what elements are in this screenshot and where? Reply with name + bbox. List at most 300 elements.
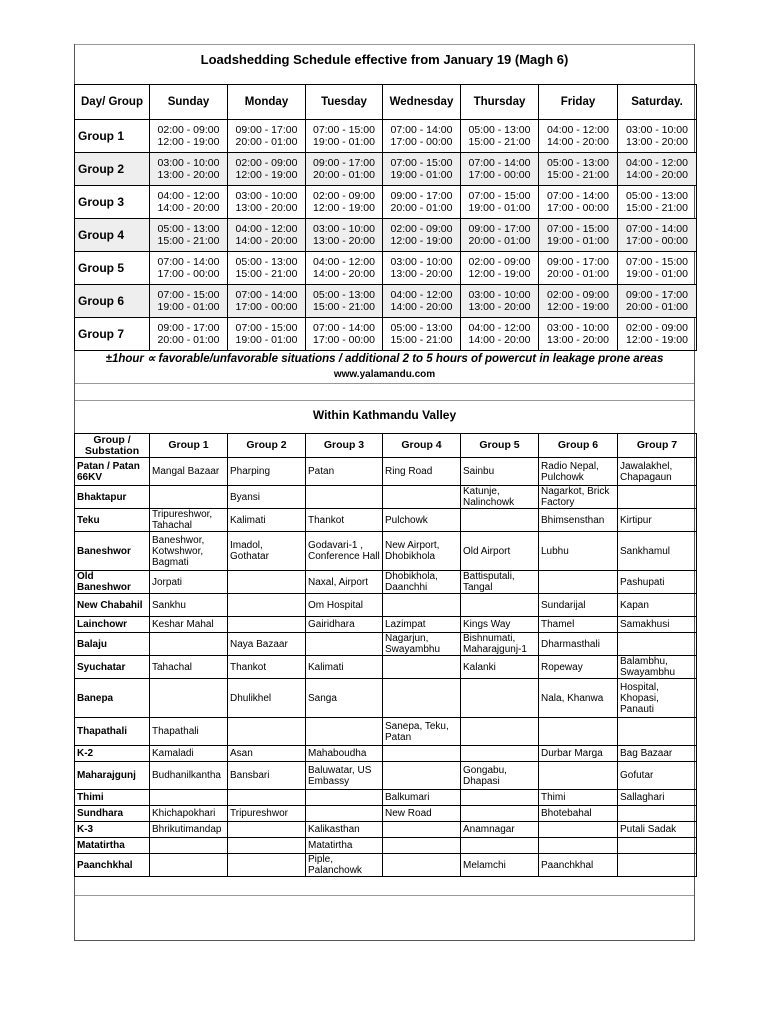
time-range: 04:00 - 12:00 (468, 322, 531, 334)
area-cell (461, 838, 539, 854)
time-range: 13:00 - 20:00 (157, 169, 220, 181)
group-header: Group 2 (228, 434, 306, 458)
area-cell: Kamaladi (150, 746, 228, 762)
area-cell: Nagarkot, Brick Factory (539, 486, 618, 509)
time-range: 19:00 - 01:00 (390, 169, 453, 181)
area-cell: Mangal Bazaar (150, 458, 228, 486)
substation-label: New Chabahil (75, 594, 150, 617)
area-cell: Sanga (306, 679, 383, 718)
area-cell (539, 838, 618, 854)
area-cell: Sallaghari (618, 790, 697, 806)
group-header: Group 3 (306, 434, 383, 458)
time-slot-cell (228, 285, 306, 318)
time-slot-cell (228, 120, 306, 153)
time-range: 20:00 - 01:00 (626, 301, 688, 313)
area-cell: Thankot (228, 656, 306, 679)
area-cell (539, 718, 618, 746)
area-cell: Pharping (228, 458, 306, 486)
time-range: 05:00 - 13:00 (390, 322, 453, 334)
substation-row (75, 679, 697, 718)
schedule-sheet (74, 44, 695, 941)
area-cell (383, 486, 461, 509)
time-range: 04:00 - 12:00 (235, 223, 298, 235)
time-range: 12:00 - 19:00 (468, 268, 531, 280)
time-slot-cell (461, 153, 539, 186)
schedule-header-row (75, 85, 697, 120)
group-label: Group 1 (75, 120, 150, 153)
area-cell: Gairidhara (306, 617, 383, 633)
area-cell: Thimi (539, 790, 618, 806)
time-range: 20:00 - 01:00 (390, 202, 453, 214)
time-slot-cell (228, 186, 306, 219)
time-range: 07:00 - 14:00 (626, 223, 688, 235)
time-slot-cell (150, 153, 228, 186)
area-cell: Asan (228, 746, 306, 762)
area-cell: Godavari-1 , Conference Hall (306, 532, 383, 571)
area-cell: Pashupati (618, 571, 697, 594)
time-range: 07:00 - 15:00 (390, 157, 453, 169)
area-cell: Khichapokhari (150, 806, 228, 822)
substation-label: Old Baneshwor (75, 571, 150, 594)
area-cell: Kalikasthan (306, 822, 383, 838)
group-header: Group 7 (618, 434, 697, 458)
time-slot-cell (618, 252, 697, 285)
time-slot-cell (150, 186, 228, 219)
time-range: 17:00 - 00:00 (235, 301, 298, 313)
area-cell (306, 486, 383, 509)
area-cell: Nagarjun, Swayambhu (383, 633, 461, 656)
time-range: 02:00 - 09:00 (157, 124, 220, 136)
loadshedding-table (74, 84, 697, 351)
substation-row (75, 571, 697, 594)
time-slot-cell (306, 252, 383, 285)
time-range: 14:00 - 20:00 (468, 334, 531, 346)
time-slot-cell (150, 318, 228, 351)
time-range: 07:00 - 14:00 (157, 256, 220, 268)
time-range: 19:00 - 01:00 (157, 301, 220, 313)
time-range: 15:00 - 21:00 (390, 334, 453, 346)
area-cell (618, 806, 697, 822)
area-cell: Kalimati (306, 656, 383, 679)
time-range: 07:00 - 14:00 (468, 157, 531, 169)
area-cell (618, 718, 697, 746)
time-range: 20:00 - 01:00 (157, 334, 220, 346)
area-cell: New Airport, Dhobikhola (383, 532, 461, 571)
time-slot-cell (383, 285, 461, 318)
area-cell (539, 571, 618, 594)
area-cell (150, 679, 228, 718)
time-range: 03:00 - 10:00 (547, 322, 609, 334)
area-cell: Kapan (618, 594, 697, 617)
time-slot-cell (228, 252, 306, 285)
substation-row (75, 633, 697, 656)
time-range: 14:00 - 20:00 (626, 169, 688, 181)
time-range: 20:00 - 01:00 (313, 169, 375, 181)
area-cell (461, 746, 539, 762)
day-header: Saturday. (618, 85, 697, 120)
corner-header: Group / Substation (75, 434, 150, 458)
time-slot-cell (461, 252, 539, 285)
area-cell: Sainbu (461, 458, 539, 486)
time-range: 13:00 - 20:00 (390, 268, 453, 280)
time-range: 09:00 - 17:00 (390, 190, 453, 202)
time-slot-cell (539, 219, 618, 252)
substation-row (75, 532, 697, 571)
note-text: ±1hour ∝ favorable/unfavorable situations / additional 2 to 5 hours of powercut in leakage prone areas (105, 353, 664, 365)
section-rule (75, 383, 694, 384)
time-range: 19:00 - 01:00 (468, 202, 531, 214)
substation-label: Balaju (75, 633, 150, 656)
area-cell: Gofutar (618, 762, 697, 790)
substation-label: Sundhara (75, 806, 150, 822)
area-cell: Melamchi (461, 854, 539, 877)
area-cell (383, 594, 461, 617)
time-range: 09:00 - 17:00 (313, 157, 375, 169)
time-range: 02:00 - 09:00 (626, 322, 688, 334)
area-cell: Ropeway (539, 656, 618, 679)
area-cell: Keshar Mahal (150, 617, 228, 633)
area-cell (539, 822, 618, 838)
area-cell (461, 718, 539, 746)
area-cell: Baluwatar, US Embassy (306, 762, 383, 790)
area-cell (383, 854, 461, 877)
area-cell (461, 594, 539, 617)
time-range: 12:00 - 19:00 (157, 136, 220, 148)
group-header: Group 1 (150, 434, 228, 458)
area-cell: Tripureshwor, Tahachal (150, 509, 228, 532)
time-range: 02:00 - 09:00 (547, 289, 609, 301)
substation-row (75, 762, 697, 790)
area-cell (539, 762, 618, 790)
area-cell (618, 838, 697, 854)
group-label: Group 3 (75, 186, 150, 219)
schedule-row (75, 219, 697, 252)
area-cell (306, 633, 383, 656)
area-cell (228, 838, 306, 854)
area-cell: Pulchowk (383, 509, 461, 532)
area-cell: Jorpati (150, 571, 228, 594)
time-range: 13:00 - 20:00 (313, 235, 375, 247)
area-cell: Patan (306, 458, 383, 486)
day-header: Tuesday (306, 85, 383, 120)
time-range: 14:00 - 20:00 (313, 268, 375, 280)
substation-label: Maharajgunj (75, 762, 150, 790)
substation-row (75, 718, 697, 746)
time-range: 03:00 - 10:00 (235, 190, 298, 202)
time-range: 13:00 - 20:00 (547, 334, 609, 346)
time-slot-cell (383, 153, 461, 186)
substation-row (75, 806, 697, 822)
area-cell: Imadol, Gothatar (228, 532, 306, 571)
area-cell (383, 762, 461, 790)
corner-header: Day/ Group (75, 85, 150, 120)
time-range: 19:00 - 01:00 (547, 235, 609, 247)
time-range: 03:00 - 10:00 (157, 157, 220, 169)
time-range: 07:00 - 14:00 (235, 289, 298, 301)
time-range: 05:00 - 13:00 (157, 223, 220, 235)
time-range: 07:00 - 14:00 (547, 190, 609, 202)
time-slot-cell (539, 153, 618, 186)
schedule-row (75, 186, 697, 219)
time-range: 13:00 - 20:00 (468, 301, 531, 313)
substation-row (75, 656, 697, 679)
time-range: 04:00 - 12:00 (390, 289, 453, 301)
group-label: Group 6 (75, 285, 150, 318)
substation-label: Thapathali (75, 718, 150, 746)
area-cell: Putali Sadak (618, 822, 697, 838)
time-range: 14:00 - 20:00 (157, 202, 220, 214)
time-slot-cell (618, 219, 697, 252)
time-slot-cell (461, 186, 539, 219)
time-range: 15:00 - 21:00 (235, 268, 298, 280)
area-cell (461, 790, 539, 806)
area-cell (150, 790, 228, 806)
area-cell (461, 679, 539, 718)
time-slot-cell (539, 252, 618, 285)
area-cell: Baneshwor, Kotwshwor, Bagmati (150, 532, 228, 571)
time-range: 12:00 - 19:00 (547, 301, 609, 313)
substation-row (75, 617, 697, 633)
time-slot-cell (306, 120, 383, 153)
time-range: 02:00 - 09:00 (235, 157, 298, 169)
time-range: 14:00 - 20:00 (390, 301, 453, 313)
area-cell: Dhulikhel (228, 679, 306, 718)
substation-row (75, 854, 697, 877)
area-cell (306, 790, 383, 806)
section-subtitle: Within Kathmandu Valley (312, 408, 457, 422)
time-slot-cell (228, 153, 306, 186)
time-slot-cell (306, 318, 383, 351)
time-range: 05:00 - 13:00 (547, 157, 609, 169)
time-range: 07:00 - 15:00 (157, 289, 220, 301)
area-cell: Naxal, Airport (306, 571, 383, 594)
time-range: 19:00 - 01:00 (626, 268, 688, 280)
time-slot-cell (150, 285, 228, 318)
area-cell: Balambhu, Swayambhu (618, 656, 697, 679)
time-slot-cell (618, 285, 697, 318)
area-cell: Bhotebahal (539, 806, 618, 822)
area-cell: Sankhu (150, 594, 228, 617)
time-range: 14:00 - 20:00 (547, 136, 609, 148)
time-slot-cell (539, 285, 618, 318)
area-cell: Byansi (228, 486, 306, 509)
area-cell (228, 571, 306, 594)
time-slot-cell (618, 318, 697, 351)
area-cell (306, 806, 383, 822)
area-cell: Kirtipur (618, 509, 697, 532)
time-range: 12:00 - 19:00 (313, 202, 375, 214)
area-cell (461, 509, 539, 532)
area-cell: Dhobikhola, Daanchhi (383, 571, 461, 594)
substation-label: Banepa (75, 679, 150, 718)
area-cell: Balkumari (383, 790, 461, 806)
substation-row (75, 594, 697, 617)
area-cell (461, 806, 539, 822)
time-range: 17:00 - 00:00 (547, 202, 609, 214)
time-range: 15:00 - 21:00 (626, 202, 688, 214)
time-range: 13:00 - 20:00 (235, 202, 298, 214)
substation-label: Bhaktapur (75, 486, 150, 509)
time-range: 20:00 - 01:00 (547, 268, 609, 280)
area-cell: Mahaboudha (306, 746, 383, 762)
area-cell: Durbar Marga (539, 746, 618, 762)
area-cell (383, 656, 461, 679)
footer-rule (75, 895, 694, 896)
time-range: 07:00 - 14:00 (313, 322, 375, 334)
area-cell (228, 617, 306, 633)
area-cell (150, 633, 228, 656)
time-range: 02:00 - 09:00 (390, 223, 453, 235)
area-cell: Bag Bazaar (618, 746, 697, 762)
day-header: Thursday (461, 85, 539, 120)
group-header: Group 4 (383, 434, 461, 458)
area-cell: New Road (383, 806, 461, 822)
page-title: Loadshedding Schedule effective from January 19 (Magh 6) (200, 52, 569, 67)
time-range: 07:00 - 14:00 (390, 124, 453, 136)
time-range: 12:00 - 19:00 (235, 169, 298, 181)
time-range: 12:00 - 19:00 (390, 235, 453, 247)
time-slot-cell (306, 153, 383, 186)
time-range: 14:00 - 20:00 (235, 235, 298, 247)
website-text: www.yalamandu.com (333, 369, 436, 380)
time-range: 07:00 - 15:00 (313, 124, 375, 136)
area-cell: Om Hospital (306, 594, 383, 617)
time-range: 19:00 - 01:00 (235, 334, 298, 346)
substation-label: Teku (75, 509, 150, 532)
area-cell: Gongabu, Dhapasi (461, 762, 539, 790)
time-slot-cell (306, 186, 383, 219)
day-header: Wednesday (383, 85, 461, 120)
schedule-row (75, 153, 697, 186)
day-header: Monday (228, 85, 306, 120)
time-range: 09:00 - 17:00 (547, 256, 609, 268)
time-slot-cell (383, 219, 461, 252)
time-range: 17:00 - 00:00 (313, 334, 375, 346)
area-cell: Kalanki (461, 656, 539, 679)
area-cell: Lazimpat (383, 617, 461, 633)
time-range: 07:00 - 15:00 (547, 223, 609, 235)
time-range: 17:00 - 00:00 (390, 136, 453, 148)
time-range: 05:00 - 13:00 (235, 256, 298, 268)
top-rule (75, 44, 694, 45)
time-range: 15:00 - 21:00 (468, 136, 531, 148)
substation-row (75, 822, 697, 838)
area-cell: Battisputali, Tangal (461, 571, 539, 594)
time-slot-cell (150, 219, 228, 252)
time-range: 03:00 - 10:00 (313, 223, 375, 235)
time-slot-cell (461, 120, 539, 153)
area-cell (383, 679, 461, 718)
area-cell: Tahachal (150, 656, 228, 679)
time-range: 12:00 - 19:00 (626, 334, 688, 346)
substation-label: Thimi (75, 790, 150, 806)
substation-label: Paanchkhal (75, 854, 150, 877)
valley-header-row (75, 434, 697, 458)
time-slot-cell (383, 186, 461, 219)
area-cell: Piple, Palanchowk (306, 854, 383, 877)
area-cell (618, 854, 697, 877)
substation-row (75, 790, 697, 806)
substation-row (75, 486, 697, 509)
time-range: 04:00 - 12:00 (626, 157, 688, 169)
area-cell: Bishnumati, Maharajgunj-1 (461, 633, 539, 656)
substation-label: Syuchatar (75, 656, 150, 679)
substation-label: K-2 (75, 746, 150, 762)
substation-row (75, 458, 697, 486)
time-slot-cell (306, 285, 383, 318)
substation-row (75, 838, 697, 854)
area-cell (228, 594, 306, 617)
group-header: Group 6 (539, 434, 618, 458)
time-range: 09:00 - 17:00 (468, 223, 531, 235)
time-slot-cell (150, 120, 228, 153)
time-range: 03:00 - 10:00 (626, 124, 688, 136)
area-cell (383, 746, 461, 762)
area-cell: Nala, Khanwa (539, 679, 618, 718)
section-rule (75, 400, 694, 401)
area-cell (306, 718, 383, 746)
area-cell (383, 838, 461, 854)
time-range: 07:00 - 15:00 (468, 190, 531, 202)
schedule-row (75, 120, 697, 153)
time-slot-cell (618, 120, 697, 153)
area-cell: Tripureshwor (228, 806, 306, 822)
time-range: 05:00 - 13:00 (468, 124, 531, 136)
time-slot-cell (539, 120, 618, 153)
time-range: 04:00 - 12:00 (547, 124, 609, 136)
time-slot-cell (539, 186, 618, 219)
time-range: 07:00 - 15:00 (235, 322, 298, 334)
time-slot-cell (228, 318, 306, 351)
time-range: 17:00 - 00:00 (468, 169, 531, 181)
time-range: 05:00 - 13:00 (313, 289, 375, 301)
area-cell: Bansbari (228, 762, 306, 790)
time-slot-cell (461, 318, 539, 351)
time-slot-cell (383, 120, 461, 153)
substation-label: Patan / Patan 66KV (75, 458, 150, 486)
time-range: 15:00 - 21:00 (313, 301, 375, 313)
time-range: 20:00 - 01:00 (235, 136, 298, 148)
time-range: 17:00 - 00:00 (626, 235, 688, 247)
time-range: 20:00 - 01:00 (468, 235, 531, 247)
area-cell (228, 822, 306, 838)
area-cell (228, 718, 306, 746)
area-cell: Lubhu (539, 532, 618, 571)
time-range: 13:00 - 20:00 (626, 136, 688, 148)
time-slot-cell (306, 219, 383, 252)
time-range: 09:00 - 17:00 (626, 289, 688, 301)
time-slot-cell (461, 219, 539, 252)
area-cell: Sundarijal (539, 594, 618, 617)
area-cell (618, 633, 697, 656)
time-range: 19:00 - 01:00 (313, 136, 375, 148)
group-label: Group 2 (75, 153, 150, 186)
time-range: 04:00 - 12:00 (313, 256, 375, 268)
group-label: Group 7 (75, 318, 150, 351)
time-range: 09:00 - 17:00 (157, 322, 220, 334)
time-slot-cell (461, 285, 539, 318)
area-cell (150, 854, 228, 877)
area-cell (150, 486, 228, 509)
substation-row (75, 746, 697, 762)
area-cell (150, 838, 228, 854)
time-slot-cell (618, 186, 697, 219)
area-cell: Anamnagar (461, 822, 539, 838)
area-cell (383, 822, 461, 838)
schedule-row (75, 318, 697, 351)
valley-table (74, 433, 697, 877)
area-cell: Naya Bazaar (228, 633, 306, 656)
